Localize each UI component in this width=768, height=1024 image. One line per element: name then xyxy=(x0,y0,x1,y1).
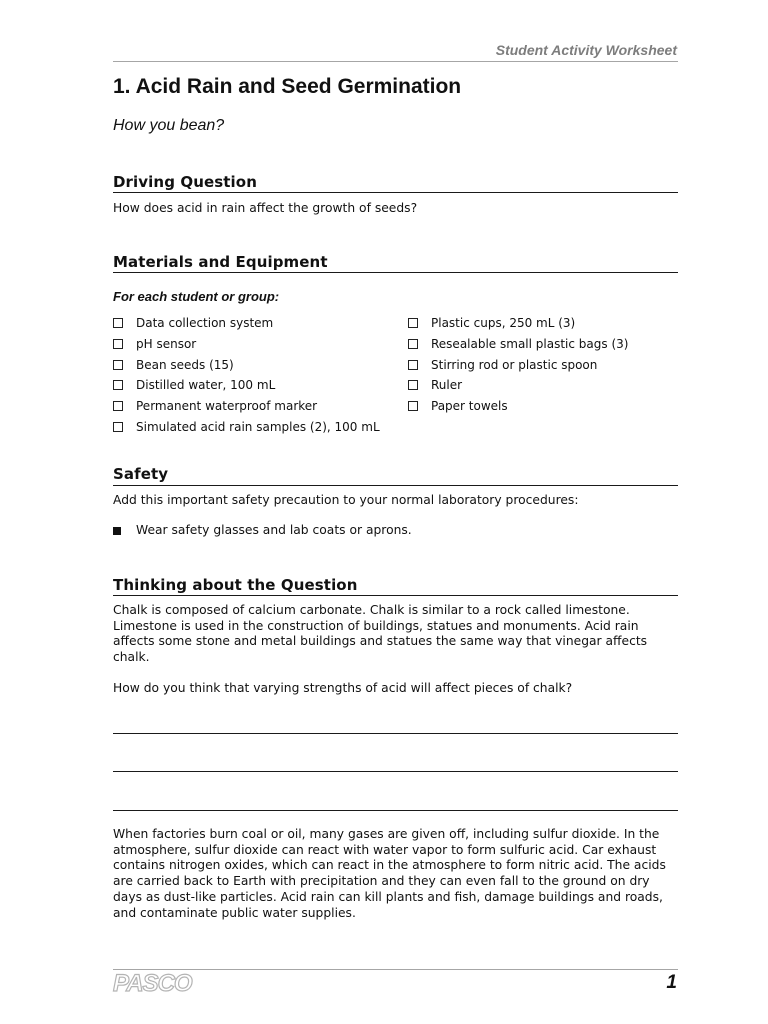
page-subtitle: How you bean? xyxy=(113,117,225,134)
material-item: Paper towels xyxy=(408,399,678,420)
material-item: Resealable small plastic bags (3) xyxy=(408,337,678,358)
driving-question-heading: Driving Question xyxy=(113,173,257,191)
checkbox-icon[interactable] xyxy=(408,401,418,411)
section-rule xyxy=(113,192,678,193)
section-rule xyxy=(113,595,678,596)
checkbox-icon[interactable] xyxy=(408,339,418,349)
material-item: Bean seeds (15) xyxy=(113,358,403,379)
material-item: Ruler xyxy=(408,378,678,399)
checkbox-icon[interactable] xyxy=(408,318,418,328)
footer-rule xyxy=(113,969,678,970)
checkbox-icon[interactable] xyxy=(113,422,123,432)
checkbox-icon[interactable] xyxy=(113,360,123,370)
thinking-question: How do you think that varying strengths of acid will affect pieces of chalk? xyxy=(113,681,573,695)
materials-list-left xyxy=(113,316,403,441)
checkbox-icon[interactable] xyxy=(113,339,123,349)
checkbox-icon[interactable] xyxy=(113,401,123,411)
checkbox-icon[interactable] xyxy=(408,380,418,390)
page-title: 1. Acid Rain and Seed Germination xyxy=(113,75,462,98)
header-rule xyxy=(113,61,678,62)
thinking-paragraph-1: Chalk is composed of calcium carbonate. Chalk is similar to a rock called limestone. Limestone is used in the construction of buildings, statues and monuments. Acid rain affects some stone and metal buildings and statues the same way that vinegar affects chalk. xyxy=(113,603,648,665)
safety-intro: Add this important safety precaution to your normal laboratory procedures: xyxy=(113,493,579,507)
materials-list-right xyxy=(408,316,678,420)
materials-heading: Materials and Equipment xyxy=(113,253,328,271)
worksheet-type-label: Student Activity Worksheet xyxy=(495,42,677,58)
checkbox-icon[interactable] xyxy=(113,380,123,390)
driving-question-text: How does acid in rain affect the growth of seeds? xyxy=(113,201,418,215)
checkbox-icon[interactable] xyxy=(408,360,418,370)
safety-heading: Safety xyxy=(113,465,169,483)
thinking-heading: Thinking about the Question xyxy=(113,576,358,594)
material-item: Stirring rod or plastic spoon xyxy=(408,358,678,379)
answer-line[interactable] xyxy=(113,771,678,772)
section-rule xyxy=(113,485,678,486)
section-rule xyxy=(113,272,678,273)
page-number: 1 xyxy=(666,972,677,993)
answer-line[interactable] xyxy=(113,810,678,811)
material-item: Plastic cups, 250 mL (3) xyxy=(408,316,678,337)
square-bullet-icon xyxy=(113,527,121,535)
safety-bullet-text: Wear safety glasses and lab coats or aprons. xyxy=(136,523,412,537)
material-item: Distilled water, 100 mL xyxy=(113,378,403,399)
material-item: pH sensor xyxy=(113,337,403,358)
material-item: Permanent waterproof marker xyxy=(113,399,403,420)
pasco-logo: PASCO xyxy=(113,970,192,997)
materials-group-label: For each student or group: xyxy=(113,289,280,304)
thinking-paragraph-2: When factories burn coal or oil, many gases are given off, including sulfur dioxide. In the atmosphere, sulfur dioxide can react with water vapor to form sulfuric acid. Car exhaust contains nitrogen oxides, which can react in the atmosphere to form nitric acid. The acids are carried back to Earth with precipitation and they can even fall to the ground on dry days as dust-like particles. Acid rain can kill plants and fish, damage buildings and roads, and contaminate public water supplies. xyxy=(113,827,666,920)
material-item: Simulated acid rain samples (2), 100 mL xyxy=(113,420,403,441)
answer-line[interactable] xyxy=(113,733,678,734)
material-item: Data collection system xyxy=(113,316,403,337)
checkbox-icon[interactable] xyxy=(113,318,123,328)
